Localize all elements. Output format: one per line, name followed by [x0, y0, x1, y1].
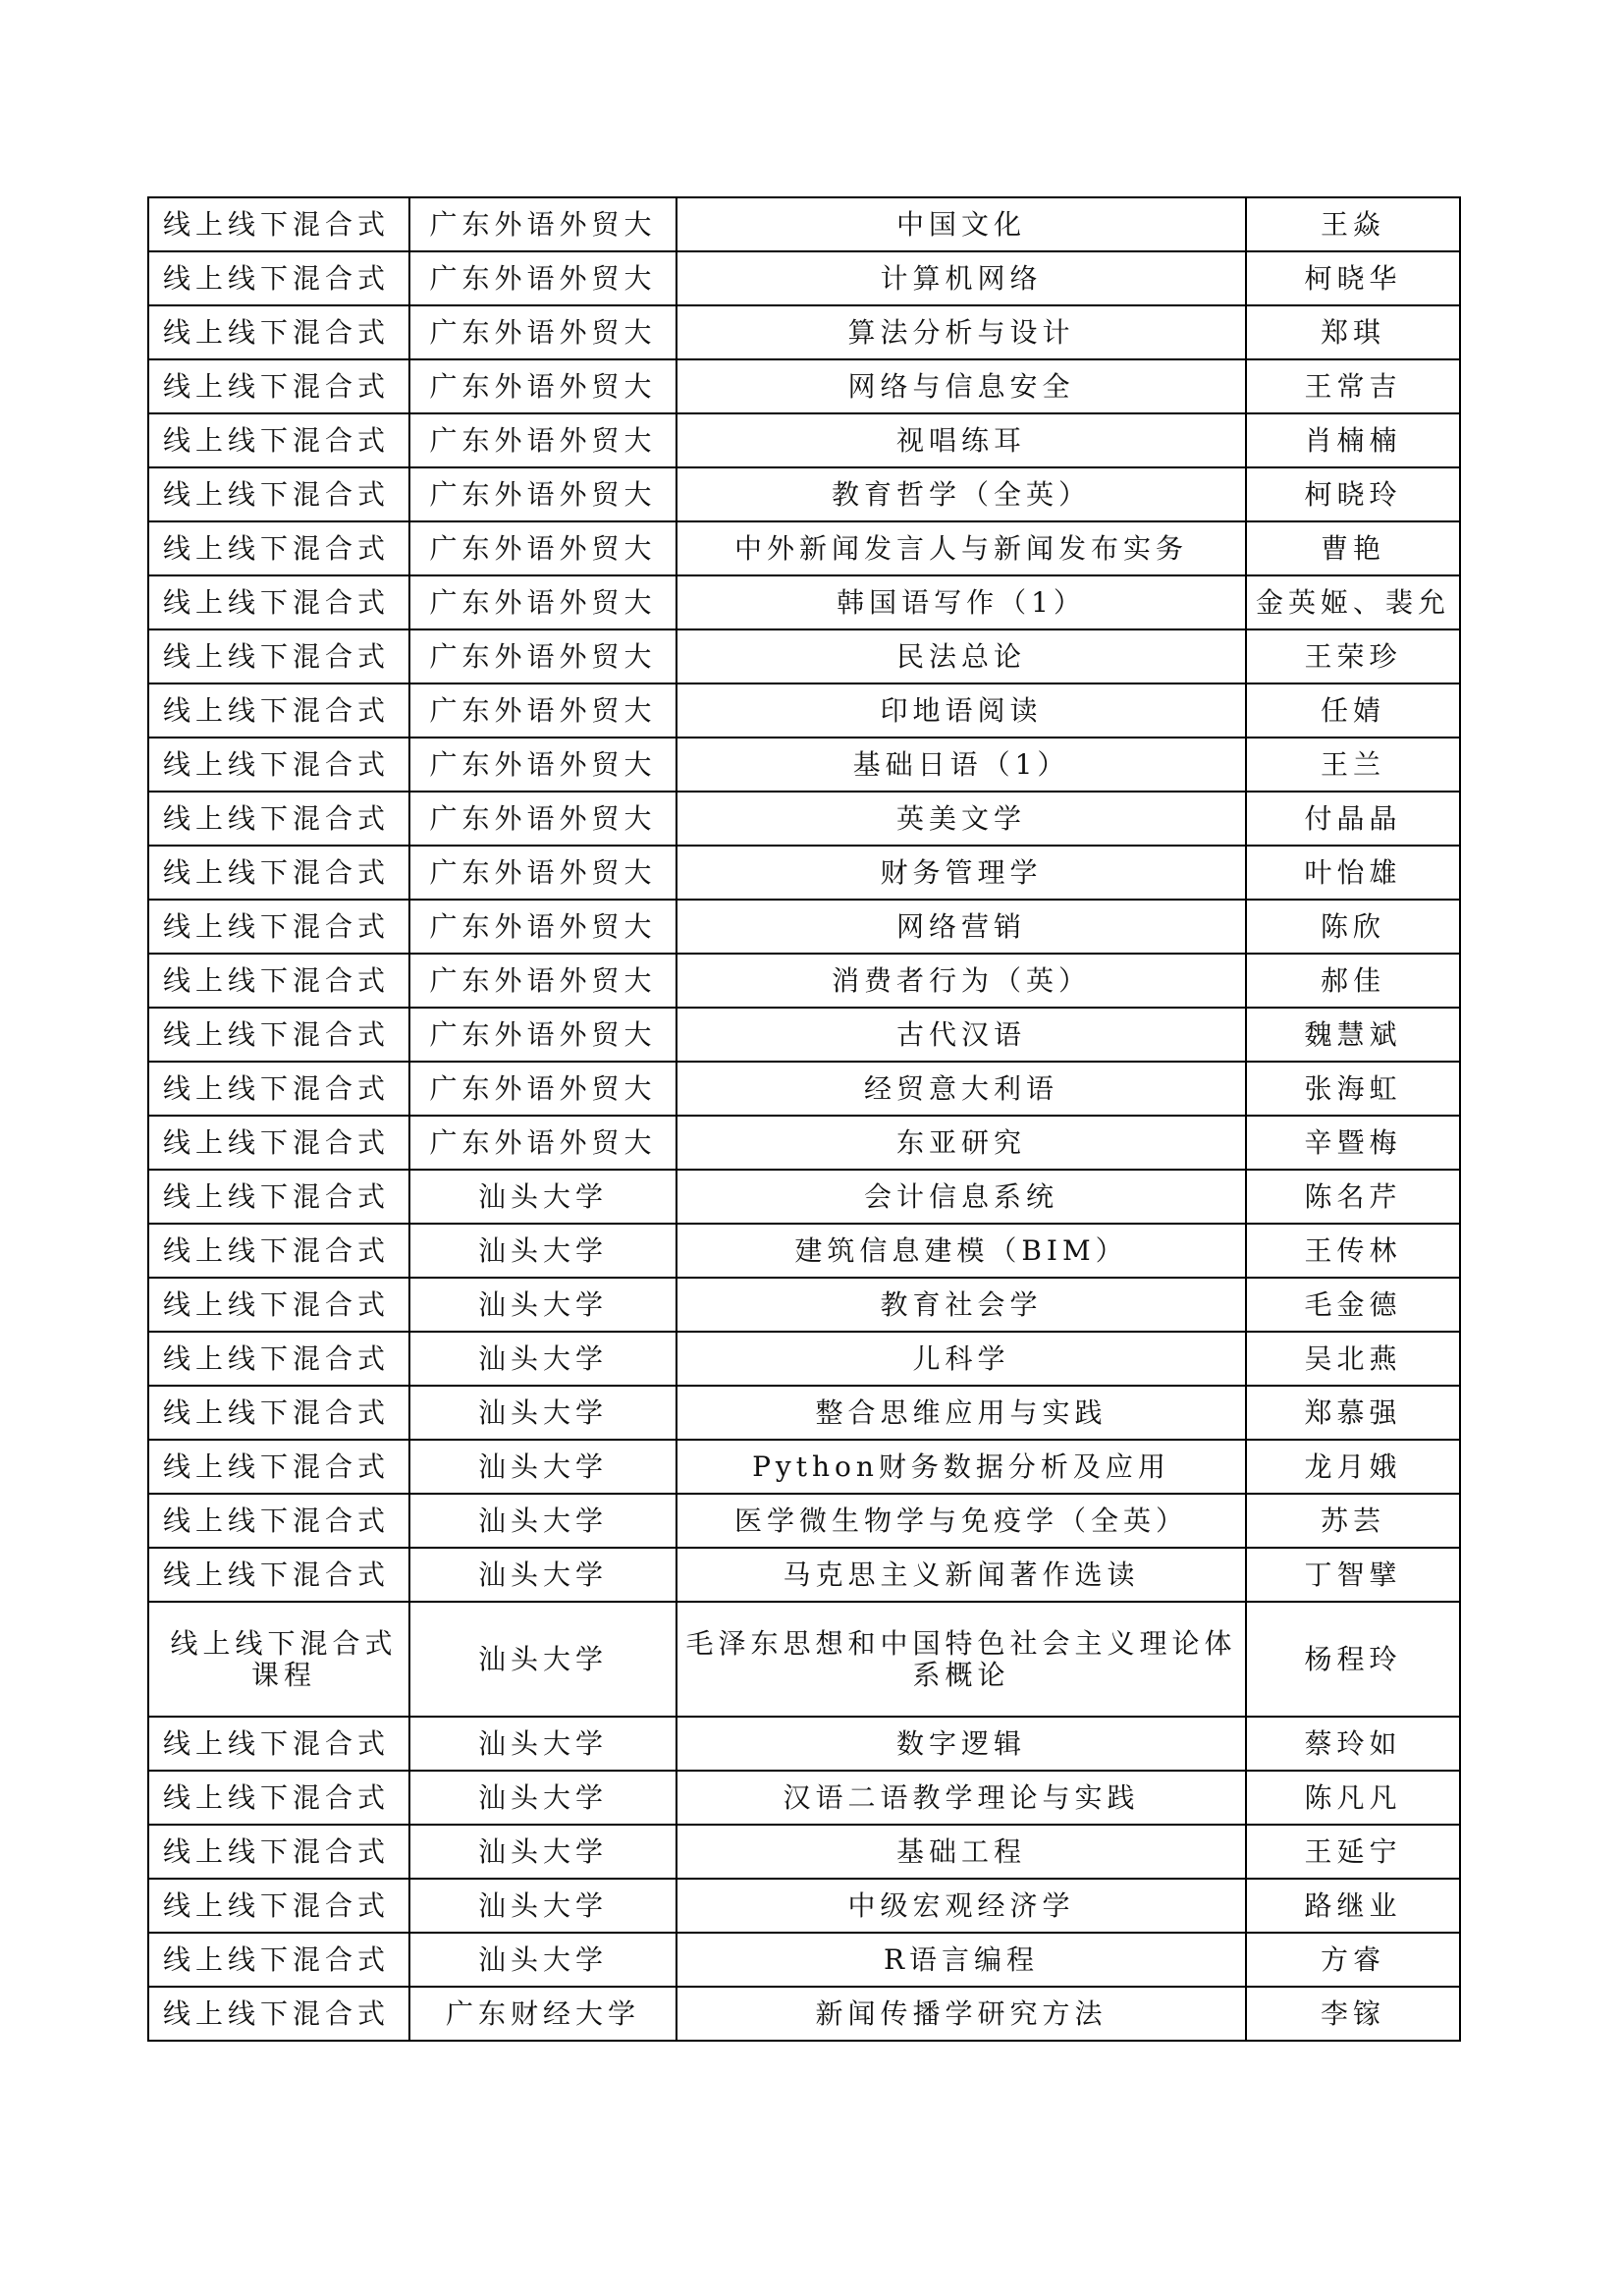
teacher-cell: 金英姬、裴允 — [1246, 575, 1460, 629]
course-cell: 印地语阅读 — [676, 683, 1246, 738]
university-cell: 汕头大学 — [409, 1170, 676, 1224]
mode-cell: 线上线下混合式 — [148, 1116, 409, 1170]
table-row — [148, 575, 1460, 629]
course-cell: 韩国语写作（1） — [676, 575, 1246, 629]
table-row — [148, 792, 1460, 846]
mode-cell: 线上线下混合式 — [148, 900, 409, 954]
teacher-cell: 王兰 — [1246, 738, 1460, 792]
university-cell: 汕头大学 — [409, 1879, 676, 1933]
table-row — [148, 251, 1460, 305]
mode-cell: 线上线下混合式 — [148, 1386, 409, 1440]
course-cell: 中国文化 — [676, 197, 1246, 251]
mode-cell: 线上线下混合式 — [148, 305, 409, 359]
university-cell: 广东外语外贸大 — [409, 629, 676, 683]
mode-cell: 线上线下混合式 — [148, 1008, 409, 1062]
teacher-cell: 路继业 — [1246, 1879, 1460, 1933]
table-row — [148, 1771, 1460, 1825]
table-row — [148, 683, 1460, 738]
teacher-cell: 杨程玲 — [1246, 1602, 1460, 1717]
teacher-cell: 王荣珍 — [1246, 629, 1460, 683]
mode-cell: 线上线下混合式 — [148, 1062, 409, 1116]
university-cell: 广东外语外贸大 — [409, 197, 676, 251]
table-row — [148, 846, 1460, 900]
teacher-cell: 毛金德 — [1246, 1278, 1460, 1332]
teacher-cell: 苏芸 — [1246, 1494, 1460, 1548]
university-cell: 广东外语外贸大 — [409, 683, 676, 738]
university-cell: 广东外语外贸大 — [409, 359, 676, 413]
table-row — [148, 954, 1460, 1008]
course-cell: R语言编程 — [676, 1933, 1246, 1987]
course-cell: 教育哲学（全英） — [676, 467, 1246, 521]
mode-cell: 线上线下混合式 — [148, 1825, 409, 1879]
teacher-cell: 丁智擘 — [1246, 1548, 1460, 1602]
table-row — [148, 197, 1460, 251]
university-cell: 汕头大学 — [409, 1386, 676, 1440]
table-row — [148, 629, 1460, 683]
course-cell: 会计信息系统 — [676, 1170, 1246, 1224]
mode-cell: 线上线下混合式 — [148, 738, 409, 792]
university-cell: 广东外语外贸大 — [409, 792, 676, 846]
university-cell: 广东外语外贸大 — [409, 1008, 676, 1062]
teacher-cell: 王延宁 — [1246, 1825, 1460, 1879]
teacher-cell: 肖楠楠 — [1246, 413, 1460, 467]
teacher-cell: 叶怡雄 — [1246, 846, 1460, 900]
mode-cell: 线上线下混合式 — [148, 1224, 409, 1278]
course-cell: 建筑信息建模（BIM） — [676, 1224, 1246, 1278]
university-cell: 广东外语外贸大 — [409, 1062, 676, 1116]
course-cell: 基础日语（1） — [676, 738, 1246, 792]
university-cell: 广东外语外贸大 — [409, 305, 676, 359]
course-cell: 视唱练耳 — [676, 413, 1246, 467]
table-row — [148, 1008, 1460, 1062]
mode-cell: 线上线下混合式 — [148, 1170, 409, 1224]
table-row — [148, 359, 1460, 413]
course-cell: 经贸意大利语 — [676, 1062, 1246, 1116]
teacher-cell: 蔡玲如 — [1246, 1717, 1460, 1771]
mode-cell: 线上线下混合式 — [148, 575, 409, 629]
mode-cell: 线上线下混合式 — [148, 954, 409, 1008]
university-cell: 广东财经大学 — [409, 1987, 676, 2041]
course-cell: 网络营销 — [676, 900, 1246, 954]
teacher-cell: 郑慕强 — [1246, 1386, 1460, 1440]
course-cell: 新闻传播学研究方法 — [676, 1987, 1246, 2041]
course-cell: 中外新闻发言人与新闻发布实务 — [676, 521, 1246, 575]
teacher-cell: 龙月娥 — [1246, 1440, 1460, 1494]
university-cell: 汕头大学 — [409, 1494, 676, 1548]
mode-cell: 线上线下混合式 — [148, 1771, 409, 1825]
table-row — [148, 1879, 1460, 1933]
table-row — [148, 1987, 1460, 2041]
mode-cell: 线上线下混合式 — [148, 1717, 409, 1771]
course-cell: 数字逻辑 — [676, 1717, 1246, 1771]
course-cell: 网络与信息安全 — [676, 359, 1246, 413]
university-cell: 广东外语外贸大 — [409, 413, 676, 467]
university-cell: 汕头大学 — [409, 1548, 676, 1602]
table-row — [148, 521, 1460, 575]
table-row — [148, 1278, 1460, 1332]
mode-cell: 线上线下混合式课程 — [148, 1602, 409, 1717]
university-cell: 广东外语外贸大 — [409, 900, 676, 954]
university-cell: 汕头大学 — [409, 1825, 676, 1879]
university-cell: 广东外语外贸大 — [409, 846, 676, 900]
course-cell: 财务管理学 — [676, 846, 1246, 900]
teacher-cell: 魏慧斌 — [1246, 1008, 1460, 1062]
mode-cell: 线上线下混合式 — [148, 1494, 409, 1548]
mode-cell: 线上线下混合式 — [148, 467, 409, 521]
university-cell: 广东外语外贸大 — [409, 738, 676, 792]
course-cell: 英美文学 — [676, 792, 1246, 846]
university-cell: 汕头大学 — [409, 1332, 676, 1386]
table-row — [148, 1224, 1460, 1278]
mode-cell: 线上线下混合式 — [148, 1879, 409, 1933]
course-cell: 教育社会学 — [676, 1278, 1246, 1332]
table-row — [148, 305, 1460, 359]
course-cell: 民法总论 — [676, 629, 1246, 683]
teacher-cell: 郝佳 — [1246, 954, 1460, 1008]
mode-cell: 线上线下混合式 — [148, 683, 409, 738]
teacher-cell: 柯晓玲 — [1246, 467, 1460, 521]
table-row — [148, 1494, 1460, 1548]
mode-cell: 线上线下混合式 — [148, 413, 409, 467]
teacher-cell: 李镓 — [1246, 1987, 1460, 2041]
teacher-cell: 王传林 — [1246, 1224, 1460, 1278]
course-cell: 算法分析与设计 — [676, 305, 1246, 359]
mode-cell: 线上线下混合式 — [148, 1332, 409, 1386]
teacher-cell: 王焱 — [1246, 197, 1460, 251]
course-cell: 整合思维应用与实践 — [676, 1386, 1246, 1440]
university-cell: 汕头大学 — [409, 1224, 676, 1278]
table-row — [148, 1170, 1460, 1224]
course-cell: 基础工程 — [676, 1825, 1246, 1879]
university-cell: 汕头大学 — [409, 1717, 676, 1771]
mode-cell: 线上线下混合式 — [148, 1440, 409, 1494]
table-row — [148, 738, 1460, 792]
teacher-cell: 吴北燕 — [1246, 1332, 1460, 1386]
university-cell: 广东外语外贸大 — [409, 1116, 676, 1170]
teacher-cell: 任婧 — [1246, 683, 1460, 738]
university-cell: 汕头大学 — [409, 1771, 676, 1825]
course-cell: 东亚研究 — [676, 1116, 1246, 1170]
course-cell: 毛泽东思想和中国特色社会主义理论体系概论 — [676, 1602, 1246, 1717]
table-row — [148, 1825, 1460, 1879]
table-row — [148, 1933, 1460, 1987]
university-cell: 汕头大学 — [409, 1602, 676, 1717]
university-cell: 广东外语外贸大 — [409, 251, 676, 305]
university-cell: 广东外语外贸大 — [409, 954, 676, 1008]
course-cell: 汉语二语教学理论与实践 — [676, 1771, 1246, 1825]
table-row — [148, 1548, 1460, 1602]
teacher-cell: 辛暨梅 — [1246, 1116, 1460, 1170]
table-row — [148, 467, 1460, 521]
teacher-cell: 陈欣 — [1246, 900, 1460, 954]
mode-cell: 线上线下混合式 — [148, 1987, 409, 2041]
table-row — [148, 1332, 1460, 1386]
mode-cell: 线上线下混合式 — [148, 1933, 409, 1987]
teacher-cell: 曹艳 — [1246, 521, 1460, 575]
course-cell: 马克思主义新闻著作选读 — [676, 1548, 1246, 1602]
mode-cell: 线上线下混合式 — [148, 1548, 409, 1602]
mode-cell: 线上线下混合式 — [148, 629, 409, 683]
university-cell: 汕头大学 — [409, 1278, 676, 1332]
teacher-cell: 方睿 — [1246, 1933, 1460, 1987]
table-row — [148, 413, 1460, 467]
university-cell: 汕头大学 — [409, 1933, 676, 1987]
mode-cell: 线上线下混合式 — [148, 521, 409, 575]
teacher-cell: 郑琪 — [1246, 305, 1460, 359]
university-cell: 汕头大学 — [409, 1440, 676, 1494]
teacher-cell: 张海虹 — [1246, 1062, 1460, 1116]
table-row — [148, 1386, 1460, 1440]
table-row — [148, 900, 1460, 954]
course-cell: 计算机网络 — [676, 251, 1246, 305]
teacher-cell: 王常吉 — [1246, 359, 1460, 413]
teacher-cell: 柯晓华 — [1246, 251, 1460, 305]
teacher-cell: 陈凡凡 — [1246, 1771, 1460, 1825]
mode-cell: 线上线下混合式 — [148, 1278, 409, 1332]
course-cell: Python财务数据分析及应用 — [676, 1440, 1246, 1494]
course-cell: 儿科学 — [676, 1332, 1246, 1386]
table-row — [148, 1717, 1460, 1771]
teacher-cell: 陈名芹 — [1246, 1170, 1460, 1224]
course-cell: 古代汉语 — [676, 1008, 1246, 1062]
course-table — [147, 196, 1461, 2042]
course-cell: 医学微生物学与免疫学（全英） — [676, 1494, 1246, 1548]
university-cell: 广东外语外贸大 — [409, 467, 676, 521]
mode-cell: 线上线下混合式 — [148, 846, 409, 900]
mode-cell: 线上线下混合式 — [148, 792, 409, 846]
mode-cell: 线上线下混合式 — [148, 197, 409, 251]
table-row — [148, 1062, 1460, 1116]
table-row — [148, 1116, 1460, 1170]
teacher-cell: 付晶晶 — [1246, 792, 1460, 846]
mode-cell: 线上线下混合式 — [148, 251, 409, 305]
table-row — [148, 1440, 1460, 1494]
course-cell: 中级宏观经济学 — [676, 1879, 1246, 1933]
university-cell: 广东外语外贸大 — [409, 521, 676, 575]
course-cell: 消费者行为（英） — [676, 954, 1246, 1008]
university-cell: 广东外语外贸大 — [409, 575, 676, 629]
table-row — [148, 1602, 1460, 1717]
mode-cell: 线上线下混合式 — [148, 359, 409, 413]
